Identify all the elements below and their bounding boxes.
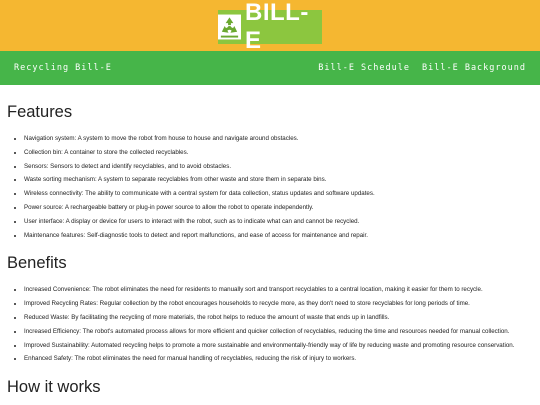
- nav-right-group: [318, 63, 526, 73]
- benefits-heading: Benefits: [7, 254, 67, 273]
- features-heading: Features: [7, 103, 73, 121]
- nav-bar: [0, 51, 540, 85]
- main-content: [0, 85, 540, 397]
- nav-link-home[interactable]: Recycling Bill-E: [14, 63, 112, 73]
- list-item: • Waste sorting mechanism: A system to separate recyclables from other waste and store them in separate bins.: [24, 173, 540, 187]
- list-item: • Wireless connectivity: The ability to communicate with a central system for data collection, status updates and software updates.: [24, 187, 540, 201]
- nav-link-background[interactable]: Bill-E Background: [422, 63, 526, 73]
- list-item: • User interface: A display or device for users to interact with the robot, such as to indicate what can and cannot be recycled.: [24, 215, 540, 229]
- list-item: • Maintenance features: Self-diagnostic tools to detect and report malfunctions, and ease of access for maintenance and repair.: [24, 229, 540, 243]
- list-item: • Increased Convenience: The robot eliminates the need for residents to manually sort and transport recyclables to a central location, making it easier for them to recycle.: [24, 283, 540, 297]
- list-item: • Increased Efficiency: The robot's automated process allows for more efficient and quicker collection of recyclables, reducing the time and resources needed for manual collection.: [24, 325, 540, 339]
- list-item: • Power source: A rechargeable battery or plug-in power source to allow the robot to operate independently.: [24, 201, 540, 215]
- logo-text: BILL-E: [245, 0, 309, 54]
- top-banner: [0, 0, 540, 54]
- list-item: • Reduced Waste: By facilitating the recycling of more materials, the robot helps to reduce the amount of waste that ends up in landfills.: [24, 311, 540, 325]
- recycle-icon: [218, 14, 241, 40]
- nav-link-schedule[interactable]: Bill-E Schedule: [318, 63, 410, 73]
- list-item: • Enhanced Safety: The robot eliminates the need for manual handling of recyclables, reducing the risk of injury to workers.: [24, 352, 540, 366]
- benefits-list: [7, 283, 540, 366]
- list-item: • Collection bin: A container to store the collected recyclables.: [24, 146, 540, 160]
- list-item: • Navigation system: A system to move the robot from house to house and navigate around obstacles.: [24, 132, 540, 146]
- list-item: • Improved Recycling Rates: Regular collection by the robot encourages households to recycle more, as they don't need to store recyclables for long periods of time.: [24, 297, 540, 311]
- logo[interactable]: [218, 0, 322, 54]
- list-item: • Sensors: Sensors to detect and identify recyclables, and to avoid obstacles.: [24, 160, 540, 174]
- features-list: [7, 132, 540, 242]
- how-it-works-heading: How it works: [7, 378, 101, 397]
- list-item: • Improved Sustainability: Automated recycling helps to promote a more sustainable and environmentally-friendly way of life by reducing waste and promoting resource conservation.: [24, 339, 540, 353]
